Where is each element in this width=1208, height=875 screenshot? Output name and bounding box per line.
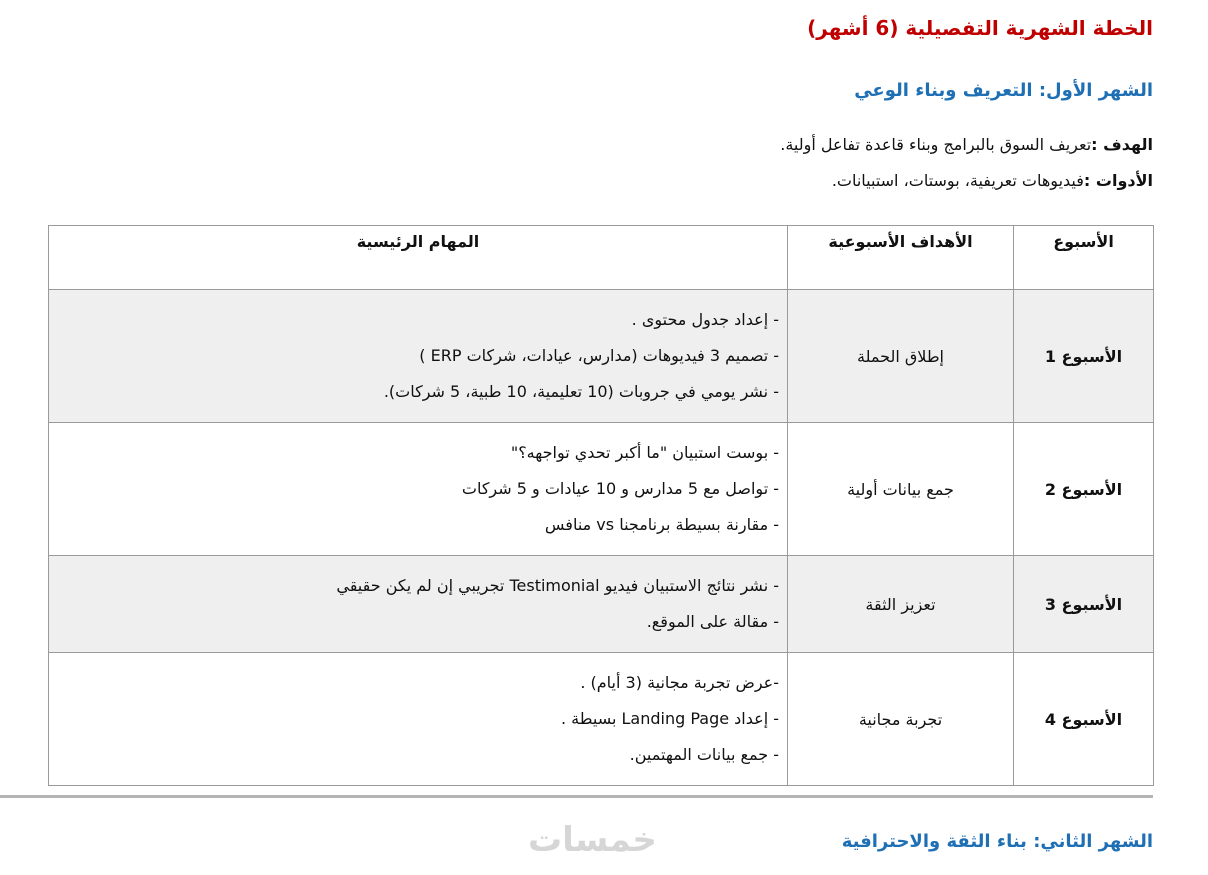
tasks-cell <box>49 556 788 653</box>
header-week: الأسبوع <box>1014 226 1154 290</box>
task-item: - بوست استبيان "ما أكبر تحدي تواجهه؟" <box>510 443 779 462</box>
task-item: - تواصل مع 5 مدارس و 10 عيادات و 5 شركات <box>461 479 779 498</box>
tasks-cell <box>49 290 788 423</box>
tools-text: فيديوهات تعريفية، بوستات، استبيانات. <box>831 171 1084 190</box>
month1-goal-line <box>780 135 1153 154</box>
table-row <box>49 423 1154 556</box>
task-item: - مقالة على الموقع. <box>646 612 779 631</box>
task-item: - تصميم 3 فيديوهات (مدارس، عيادات، شركات ERP ) <box>419 346 779 365</box>
month2-heading: الشهر الثاني: بناء الثقة والاحترافية <box>841 831 1153 852</box>
page-title: الخطة الشهرية التفصيلية (6 أشهر) <box>807 16 1153 40</box>
task-item: - إعداد جدول محتوى . <box>631 310 779 329</box>
goal-cell: تجربة مجانية <box>788 653 1014 786</box>
section-divider <box>0 795 1153 798</box>
header-main-tasks: المهام الرئيسية <box>49 226 788 290</box>
tasks-cell <box>49 653 788 786</box>
goal-cell: جمع بيانات أولية <box>788 423 1014 556</box>
goal-text: تعريف السوق بالبرامج وبناء قاعدة تفاعل أولية. <box>780 135 1092 154</box>
task-item: - نشر يومي في جروبات (10 تعليمية، 10 طبية، 5 شركات). <box>383 382 779 401</box>
table-row <box>49 556 1154 653</box>
header-weekly-goals: الأهداف الأسبوعية <box>788 226 1014 290</box>
table-row <box>49 290 1154 423</box>
tools-label: الأدوات : <box>1083 171 1153 190</box>
goal-cell: إطلاق الحملة <box>788 290 1014 423</box>
goal-cell: تعزيز الثقة <box>788 556 1014 653</box>
watermark-logo: خمسات <box>528 820 657 860</box>
goal-label: الهدف : <box>1091 135 1153 154</box>
week-cell: الأسبوع 4 <box>1014 653 1154 786</box>
table-row <box>49 653 1154 786</box>
task-item: -عرض تجربة مجانية (3 أيام) . <box>580 673 779 692</box>
task-item: - جمع بيانات المهتمين. <box>629 745 779 764</box>
weekly-plan-table <box>48 225 1154 786</box>
week-cell: الأسبوع 3 <box>1014 556 1154 653</box>
task-item: - مقارنة بسيطة برنامجنا vs منافس <box>544 515 779 534</box>
month1-tools-line <box>832 171 1153 190</box>
table-header-row <box>49 226 1154 290</box>
task-item: - إعداد Landing Page بسيطة . <box>561 709 779 728</box>
tasks-cell <box>49 423 788 556</box>
week-cell: الأسبوع 2 <box>1014 423 1154 556</box>
task-item: - نشر نتائج الاستبيان فيديو Testimonial تجريبي إن لم يكن حقيقي <box>336 576 779 595</box>
week-cell: الأسبوع 1 <box>1014 290 1154 423</box>
month1-heading: الشهر الأول: التعريف وبناء الوعي <box>854 80 1153 101</box>
